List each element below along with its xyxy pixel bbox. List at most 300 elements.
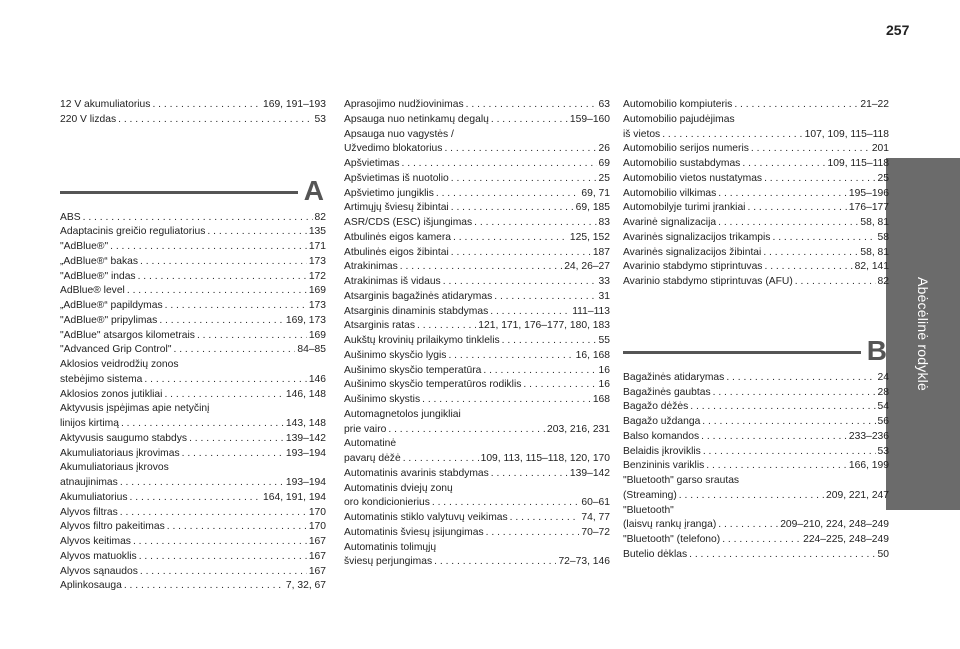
entry-pages[interactable]: 53 bbox=[314, 113, 326, 125]
index-entry[interactable] bbox=[344, 98, 610, 113]
section-header-b bbox=[623, 333, 889, 369]
index-entry[interactable] bbox=[344, 482, 610, 497]
dot-leader bbox=[138, 270, 307, 285]
index-entry[interactable] bbox=[344, 187, 610, 202]
entry-term: 12 V akumuliatorius bbox=[60, 99, 151, 110]
index-entry[interactable] bbox=[623, 187, 889, 202]
index-entry[interactable] bbox=[623, 504, 889, 519]
index-entry[interactable] bbox=[344, 437, 610, 452]
index-entry[interactable] bbox=[60, 240, 326, 255]
entry-term: Apšvietimas bbox=[344, 158, 400, 169]
index-entry[interactable] bbox=[60, 565, 326, 580]
dot-leader bbox=[140, 565, 307, 580]
dot-leader bbox=[173, 343, 295, 358]
entry-term: Alyvos matuoklis bbox=[60, 550, 137, 562]
dot-leader bbox=[133, 535, 307, 550]
entry-term: "AdBlue®" pripylimas bbox=[60, 314, 158, 326]
index-entry[interactable] bbox=[344, 378, 610, 393]
entry-pages[interactable]: 58 bbox=[877, 231, 889, 243]
entry-term: Atrakinimas iš vidaus bbox=[344, 276, 441, 287]
dot-leader bbox=[417, 319, 476, 334]
dot-leader bbox=[494, 290, 596, 305]
dot-leader bbox=[510, 511, 580, 526]
entry-pages[interactable]: 82, 141 bbox=[854, 261, 889, 273]
dot-leader bbox=[491, 113, 568, 128]
entry-term: Automagnetolos jungikliai bbox=[344, 408, 461, 420]
entry-pages[interactable]: 111–113 bbox=[572, 305, 610, 317]
entry-term: Aušinimo skysčio lygis bbox=[344, 349, 447, 361]
index-entry[interactable] bbox=[623, 128, 889, 143]
dot-leader bbox=[110, 240, 307, 255]
dot-leader bbox=[124, 579, 284, 594]
section-spacer bbox=[623, 290, 889, 333]
index-entry[interactable] bbox=[344, 260, 610, 275]
entry-pages[interactable]: 109, 113, 115–118, 120, 170 bbox=[480, 453, 610, 464]
entry-term: Alyvos keitimas bbox=[60, 536, 131, 547]
entry-term: Bagažo uždanga bbox=[623, 416, 701, 427]
index-entry[interactable] bbox=[623, 172, 889, 187]
index-entry[interactable] bbox=[344, 290, 610, 305]
entry-term: Aušinimo skystis bbox=[344, 394, 421, 405]
entry-pages[interactable]: 21–22 bbox=[860, 99, 889, 110]
entry-pages[interactable]: 169 bbox=[308, 329, 326, 341]
dot-leader bbox=[747, 201, 846, 216]
entry-term: Bagažo dėžės bbox=[623, 401, 689, 413]
entry-term: Automobilio vilkimas bbox=[623, 187, 717, 199]
index-entry[interactable] bbox=[623, 231, 889, 246]
dot-leader bbox=[443, 275, 597, 290]
index-entry[interactable] bbox=[344, 526, 610, 541]
entry-pages[interactable]: 224–225, 248–249 bbox=[803, 534, 889, 545]
entry-term: Apsauga nuo vagystės / bbox=[344, 128, 454, 140]
index-entry[interactable] bbox=[344, 319, 610, 334]
entry-pages[interactable]: 58, 81 bbox=[860, 246, 889, 258]
entry-pages[interactable]: 25 bbox=[877, 172, 889, 184]
entry-term: Bagažinės gaubtas bbox=[623, 386, 711, 398]
entry-pages[interactable]: 56 bbox=[877, 416, 889, 427]
dot-leader bbox=[164, 388, 283, 403]
index-entry[interactable] bbox=[60, 506, 326, 521]
dot-leader bbox=[83, 211, 313, 226]
entry-term: Automobilio serijos numeris bbox=[623, 143, 749, 155]
entry-pages[interactable]: 26 bbox=[598, 143, 610, 155]
index-entry[interactable] bbox=[344, 142, 610, 157]
entry-term: 220 V lizdas bbox=[60, 113, 117, 125]
dot-leader bbox=[388, 423, 545, 438]
index-entry[interactable] bbox=[344, 555, 610, 570]
entry-term: Automatinis avarinis stabdymas bbox=[344, 467, 489, 479]
dot-leader bbox=[451, 246, 591, 261]
dot-leader bbox=[772, 231, 875, 246]
entry-pages[interactable]: 167 bbox=[308, 550, 326, 562]
entry-pages[interactable]: 50 bbox=[877, 548, 889, 560]
entry-pages[interactable]: 166, 199 bbox=[848, 460, 889, 472]
entry-pages[interactable]: 176–177 bbox=[848, 202, 889, 214]
entry-pages[interactable]: 24, 26–27 bbox=[564, 261, 610, 273]
dot-leader bbox=[140, 255, 307, 270]
index-entry[interactable] bbox=[60, 461, 326, 476]
entry-pages[interactable]: 109, 115–118 bbox=[827, 158, 889, 169]
index-entry[interactable] bbox=[623, 371, 889, 386]
dot-leader bbox=[165, 299, 307, 314]
entry-term: Užvedimo blokatorius bbox=[344, 143, 443, 155]
entry-pages[interactable]: 135 bbox=[308, 226, 326, 238]
entry-pages[interactable]: 167 bbox=[308, 536, 326, 547]
dot-leader bbox=[182, 447, 284, 462]
entry-term: pavarų dėžė bbox=[344, 453, 401, 464]
entry-pages[interactable]: 171 bbox=[308, 241, 326, 252]
index-entry[interactable] bbox=[60, 270, 326, 285]
dot-leader bbox=[432, 496, 580, 511]
index-entry[interactable] bbox=[344, 467, 610, 482]
entry-term: atnaujinimas bbox=[60, 477, 118, 488]
index-entry[interactable] bbox=[60, 388, 326, 403]
index-entry[interactable] bbox=[623, 201, 889, 216]
index-entry[interactable] bbox=[344, 496, 610, 511]
entry-pages[interactable]: 69 bbox=[598, 158, 610, 169]
entry-term: ASR/CDS (ESC) išjungimas bbox=[344, 217, 473, 228]
index-entry[interactable] bbox=[60, 550, 326, 565]
entry-term: Adaptacinis greičio reguliatorius bbox=[60, 226, 206, 238]
index-entry[interactable] bbox=[623, 400, 889, 415]
entry-term: Avarinės signalizacijos trikampis bbox=[623, 231, 771, 243]
entry-term: Butelio dėklas bbox=[623, 548, 688, 560]
entry-term: „AdBlue®“ papildymas bbox=[60, 300, 163, 311]
entry-pages[interactable]: 55 bbox=[598, 335, 610, 346]
entry-pages[interactable]: 31 bbox=[598, 290, 610, 302]
dot-leader bbox=[706, 459, 847, 474]
index-entry[interactable] bbox=[344, 541, 610, 556]
entry-pages[interactable]: 159–160 bbox=[569, 113, 610, 125]
index-entry[interactable] bbox=[623, 474, 889, 489]
entry-term: Automatinis tolimųjų bbox=[344, 541, 437, 553]
index-entry[interactable] bbox=[344, 157, 610, 172]
dot-leader bbox=[159, 314, 284, 329]
entry-term: Automatinis dviejų zonų bbox=[344, 482, 453, 494]
entry-term: šviesų perjungimas bbox=[344, 556, 433, 568]
index-entry[interactable] bbox=[60, 314, 326, 329]
entry-term: Balso komandos bbox=[623, 430, 700, 442]
entry-pages[interactable]: 54 bbox=[877, 401, 889, 413]
entry-term: Alyvos filtras bbox=[60, 506, 118, 518]
entry-pages[interactable]: 69, 71 bbox=[581, 187, 610, 199]
index-entry[interactable] bbox=[623, 533, 889, 548]
index-entry[interactable] bbox=[60, 447, 326, 462]
entry-pages[interactable]: 72–73, 146 bbox=[558, 556, 610, 568]
entry-term: "Bluetooth" garso srautas bbox=[623, 475, 740, 486]
index-entry[interactable] bbox=[623, 518, 889, 533]
dot-leader bbox=[483, 364, 596, 379]
entry-pages[interactable]: 209, 221, 247 bbox=[826, 489, 889, 501]
index-entry[interactable] bbox=[344, 113, 610, 128]
index-entry[interactable] bbox=[344, 246, 610, 261]
entry-pages[interactable]: 203, 216, 231 bbox=[547, 423, 610, 435]
dot-leader bbox=[120, 506, 307, 521]
index-entry[interactable] bbox=[623, 246, 889, 261]
section-tab-label: Abėcėlinė rodyklė bbox=[915, 277, 932, 391]
entry-term: Avarinė signalizacija bbox=[623, 217, 717, 228]
entry-pages[interactable]: 125, 152 bbox=[569, 231, 610, 243]
entry-term: Atbulinės eigos žibintai bbox=[344, 246, 449, 258]
entry-pages[interactable]: 24 bbox=[877, 371, 889, 383]
entry-pages[interactable]: 233–236 bbox=[848, 430, 889, 442]
entry-term: ABS bbox=[60, 211, 81, 223]
index-entry[interactable] bbox=[623, 113, 889, 128]
index-entry[interactable] bbox=[344, 452, 610, 467]
index-entry[interactable] bbox=[60, 491, 326, 506]
entry-term: AdBlue® level bbox=[60, 285, 125, 297]
entry-term: Automobilio sustabdymas bbox=[623, 158, 741, 169]
dot-leader bbox=[400, 260, 562, 275]
dot-leader bbox=[466, 98, 597, 113]
entry-term: Apšvietimo jungiklis bbox=[344, 187, 434, 199]
entry-term: "Advanced Grip Control" bbox=[60, 344, 172, 356]
dot-leader bbox=[152, 98, 261, 113]
dot-leader bbox=[474, 216, 596, 231]
entry-term: Bagažinės atidarymas bbox=[623, 371, 725, 383]
index-entry[interactable] bbox=[344, 305, 610, 320]
entry-term: Automatinis stiklo valytuvų veikimas bbox=[344, 512, 508, 523]
index-entry[interactable] bbox=[623, 445, 889, 460]
entry-term: Automatinė bbox=[344, 438, 397, 450]
dot-leader bbox=[713, 386, 876, 401]
section-tab bbox=[886, 158, 960, 510]
dot-leader bbox=[718, 518, 778, 533]
dot-leader bbox=[718, 216, 858, 231]
entry-term: stebėjimo sistema bbox=[60, 373, 143, 385]
entry-term: Automobilio kompiuteris bbox=[623, 99, 733, 110]
entry-pages[interactable]: 187 bbox=[592, 246, 610, 258]
index-entry[interactable] bbox=[60, 98, 326, 113]
dot-leader bbox=[701, 430, 847, 445]
entry-term: Benzininis variklis bbox=[623, 460, 705, 472]
index-entry[interactable] bbox=[344, 364, 610, 379]
entry-pages[interactable]: 172 bbox=[308, 270, 326, 282]
entry-pages[interactable]: 7, 32, 67 bbox=[285, 580, 326, 592]
entry-pages[interactable]: 164, 191, 194 bbox=[263, 491, 326, 503]
dot-leader bbox=[402, 157, 597, 172]
entry-term: "Bluetooth" (telefono) bbox=[623, 534, 721, 545]
index-entry[interactable] bbox=[60, 299, 326, 314]
entry-term: Automobilio pajudėjimas bbox=[623, 113, 735, 125]
dot-leader bbox=[726, 371, 875, 386]
section-letter: B bbox=[866, 334, 887, 366]
entry-term: Aukštų krovinių prilaikymo tinklelis bbox=[344, 335, 500, 346]
index-entry[interactable] bbox=[60, 402, 326, 417]
entry-pages[interactable]: 121, 171, 176–177, 180, 183 bbox=[478, 320, 610, 332]
entry-term: Belaidis įkroviklis bbox=[623, 445, 701, 457]
index-entry[interactable] bbox=[623, 386, 889, 401]
entry-term: Apšvietimas iš nuotolio bbox=[344, 172, 449, 184]
entry-pages[interactable]: 69, 185 bbox=[575, 202, 610, 214]
index-entry[interactable] bbox=[60, 329, 326, 344]
entry-pages[interactable]: 82 bbox=[314, 211, 326, 223]
entry-pages[interactable]: 170 bbox=[308, 521, 326, 533]
dot-leader bbox=[751, 142, 870, 157]
entry-term: Aprasojimo nudžiovinimas bbox=[344, 99, 464, 110]
dot-leader bbox=[121, 417, 284, 432]
dot-leader bbox=[662, 128, 802, 143]
entry-term: Avarinės signalizacijos žibintai bbox=[623, 246, 762, 258]
entry-term: prie vairo bbox=[344, 423, 387, 435]
index-entry[interactable] bbox=[623, 98, 889, 113]
entry-pages[interactable]: 107, 109, 115–118 bbox=[804, 128, 889, 140]
dot-leader bbox=[422, 393, 591, 408]
index-entry[interactable] bbox=[344, 423, 610, 438]
index-entry[interactable] bbox=[60, 211, 326, 226]
dot-leader bbox=[795, 275, 876, 290]
dot-leader bbox=[444, 142, 596, 157]
index-entry[interactable] bbox=[60, 373, 326, 388]
entry-term: Atsarginis ratas bbox=[344, 320, 415, 332]
entry-pages[interactable]: 201 bbox=[871, 143, 889, 155]
entry-pages[interactable]: 82 bbox=[877, 276, 889, 287]
entry-term: Atsarginis dinaminis stabdymas bbox=[344, 305, 489, 317]
entry-pages[interactable]: 168 bbox=[592, 394, 610, 405]
entry-pages[interactable]: 16, 168 bbox=[575, 349, 610, 361]
index-entry[interactable] bbox=[344, 201, 610, 216]
entry-term: "AdBlue®" indas bbox=[60, 270, 136, 282]
entry-term: Alyvos filtro pakeitimas bbox=[60, 521, 165, 533]
index-entry[interactable] bbox=[344, 393, 610, 408]
index-entry[interactable] bbox=[344, 216, 610, 231]
index-entry[interactable] bbox=[623, 142, 889, 157]
dot-leader bbox=[718, 187, 847, 202]
entry-pages[interactable]: 139–142 bbox=[285, 432, 326, 444]
entry-pages[interactable]: 70–72 bbox=[581, 526, 610, 538]
dot-leader bbox=[490, 305, 570, 320]
dot-leader bbox=[486, 526, 580, 541]
dot-leader bbox=[502, 334, 597, 349]
dot-leader bbox=[734, 98, 858, 113]
entry-pages[interactable]: 84–85 bbox=[297, 344, 326, 356]
entry-pages[interactable]: 195–196 bbox=[848, 187, 889, 199]
entry-pages[interactable]: 58, 81 bbox=[860, 217, 889, 228]
section-letter: A bbox=[303, 174, 324, 206]
entry-term: (Streaming) bbox=[623, 489, 677, 501]
dot-leader bbox=[139, 550, 307, 565]
entry-pages[interactable]: 146, 148 bbox=[285, 388, 326, 400]
entry-pages[interactable]: 53 bbox=[877, 445, 889, 457]
index-entry[interactable] bbox=[60, 520, 326, 535]
index-entry[interactable] bbox=[60, 535, 326, 550]
entry-pages[interactable]: 209–210, 224, 248–249 bbox=[780, 519, 889, 531]
entry-pages[interactable]: 193–194 bbox=[285, 477, 326, 488]
index-entry[interactable] bbox=[344, 334, 610, 349]
entry-term: Aušinimo skysčio temperatūros rodiklis bbox=[344, 379, 522, 391]
entry-term: Apsauga nuo netinkamų degalų bbox=[344, 113, 489, 125]
index-entry[interactable] bbox=[60, 284, 326, 299]
entry-term: (laisvų rankų įranga) bbox=[623, 519, 717, 531]
index-entry[interactable] bbox=[344, 128, 610, 143]
entry-pages[interactable]: 173 bbox=[308, 300, 326, 311]
index-entry[interactable] bbox=[60, 579, 326, 594]
entry-term: oro kondicionierius bbox=[344, 497, 430, 509]
index-entry[interactable] bbox=[623, 415, 889, 430]
entry-term: Aktyvusis įspėjimas apie netyčinį bbox=[60, 403, 210, 415]
dot-leader bbox=[763, 246, 858, 261]
entry-pages[interactable]: 167 bbox=[308, 565, 326, 577]
entry-pages[interactable]: 28 bbox=[877, 386, 889, 398]
index-entry[interactable] bbox=[623, 216, 889, 231]
index-entry[interactable] bbox=[60, 255, 326, 270]
entry-pages[interactable]: 193–194 bbox=[285, 447, 326, 459]
entry-pages[interactable]: 63 bbox=[598, 99, 610, 110]
dot-leader bbox=[189, 432, 284, 447]
entry-pages[interactable]: 169, 173 bbox=[285, 314, 326, 326]
entry-pages[interactable]: 173 bbox=[308, 255, 326, 267]
index-entry[interactable] bbox=[623, 459, 889, 474]
dot-leader bbox=[144, 373, 306, 388]
entry-pages[interactable]: 169, 191–193 bbox=[263, 99, 326, 110]
dot-leader bbox=[118, 113, 312, 128]
index-entry[interactable] bbox=[344, 231, 610, 246]
index-column-2 bbox=[344, 98, 610, 570]
entry-pages[interactable]: 143, 148 bbox=[285, 418, 326, 429]
index-entry[interactable] bbox=[623, 489, 889, 504]
section-rule bbox=[60, 191, 298, 194]
index-entry[interactable] bbox=[60, 343, 326, 358]
dot-leader bbox=[434, 555, 556, 570]
entry-pages[interactable]: 146 bbox=[308, 373, 326, 385]
entry-pages[interactable]: 74, 77 bbox=[581, 512, 610, 523]
entry-term: Atrakinimas bbox=[344, 261, 398, 273]
index-entry[interactable] bbox=[60, 432, 326, 447]
dot-leader bbox=[702, 415, 875, 430]
index-entry[interactable] bbox=[60, 417, 326, 432]
dot-leader bbox=[722, 533, 801, 548]
index-entry[interactable] bbox=[344, 172, 610, 187]
index-entry[interactable] bbox=[60, 358, 326, 373]
dot-leader bbox=[451, 172, 597, 187]
entry-term: „AdBlue®“ bakas bbox=[60, 255, 138, 267]
index-entry[interactable] bbox=[344, 275, 610, 290]
dot-leader bbox=[523, 378, 596, 393]
entry-pages[interactable]: 25 bbox=[598, 172, 610, 184]
entry-term: Akumuliatorius bbox=[60, 491, 128, 503]
dot-leader bbox=[764, 172, 875, 187]
entry-term: Artimųjų šviesų žibintai bbox=[344, 202, 449, 214]
entry-term: Aušinimo skysčio temperatūra bbox=[344, 364, 482, 376]
index-entry[interactable] bbox=[60, 113, 326, 128]
entry-term: Avarinio stabdymo stiprintuvas (AFU) bbox=[623, 276, 793, 287]
dot-leader bbox=[448, 349, 573, 364]
entry-pages[interactable]: 33 bbox=[598, 276, 610, 287]
entry-pages[interactable]: 169 bbox=[308, 285, 326, 297]
index-entry[interactable] bbox=[623, 548, 889, 563]
entry-pages[interactable]: 170 bbox=[308, 506, 326, 518]
index-entry[interactable] bbox=[60, 476, 326, 491]
index-entry[interactable] bbox=[344, 349, 610, 364]
dot-leader bbox=[742, 157, 825, 172]
entry-term: Akumuliatoriaus įkrovimas bbox=[60, 447, 180, 459]
index-entry[interactable] bbox=[344, 511, 610, 526]
index-entry[interactable] bbox=[623, 275, 889, 290]
entry-term: Avarinio stabdymo stiprintuvas bbox=[623, 261, 763, 273]
index-entry[interactable] bbox=[623, 157, 889, 172]
index-entry[interactable] bbox=[623, 430, 889, 445]
index-entry[interactable] bbox=[623, 260, 889, 275]
entry-pages[interactable]: 16 bbox=[598, 364, 610, 376]
entry-term: Akumuliatoriaus įkrovos bbox=[60, 462, 169, 474]
entry-pages[interactable]: 16 bbox=[598, 379, 610, 391]
entry-pages[interactable]: 83 bbox=[598, 217, 610, 228]
index-entry[interactable] bbox=[60, 225, 326, 240]
entry-pages[interactable]: 60–61 bbox=[581, 497, 610, 509]
index-column-1 bbox=[60, 98, 326, 594]
index-entry[interactable] bbox=[344, 408, 610, 423]
entry-pages[interactable]: 139–142 bbox=[569, 467, 610, 479]
